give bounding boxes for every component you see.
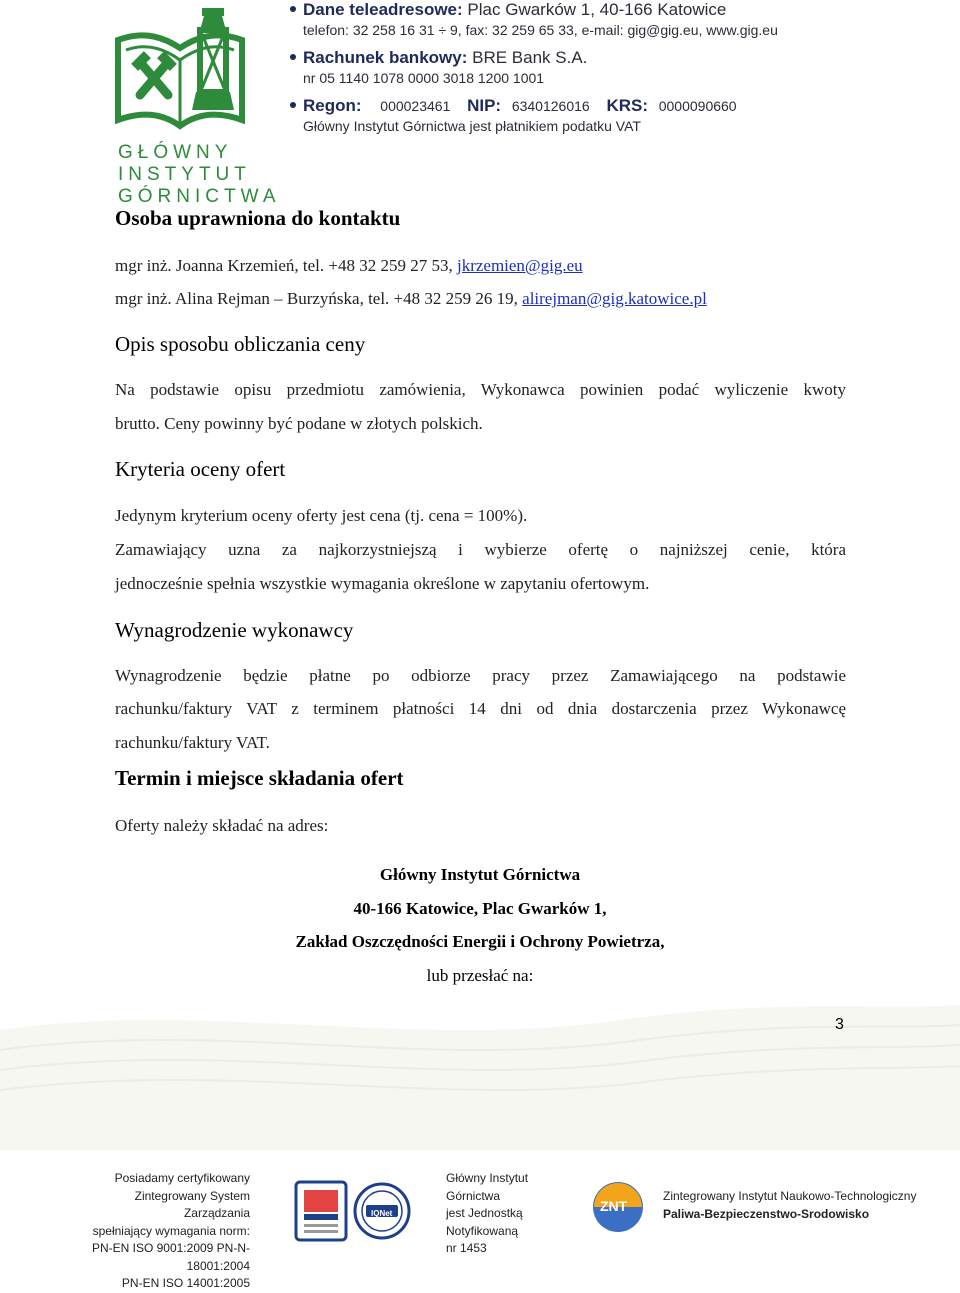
- deadline-heading: Termin i miejsce składania ofert: [115, 766, 404, 790]
- address-label: Dane teleadresowe:: [303, 0, 463, 19]
- iqnet-label: IQNet: [371, 1209, 393, 1218]
- notified-line-2: Górnictwa: [446, 1188, 501, 1203]
- bank-name: BRE Bank S.A.: [472, 48, 588, 67]
- contact-person-1: [115, 256, 583, 276]
- cert-line-5: PN-EN ISO 14001:2005: [121, 1276, 250, 1290]
- contact-heading: Osoba uprawniona do kontaktu: [115, 206, 401, 230]
- payment-line-3: rachunku/faktury VAT.: [115, 733, 270, 752]
- notified-line-5: nr 1453: [446, 1241, 487, 1255]
- page-number: 3: [835, 1016, 844, 1033]
- znt-line-1: Zintegrowany Instytut Naukowo-Technologiczny: [663, 1189, 917, 1203]
- criteria-line-1: Jedynym kryterium oceny oferty jest cena (tj. cena = 100%).: [115, 506, 528, 525]
- krs-value: 0000090660: [658, 98, 737, 114]
- deadline-address-line-2: 40-166 Katowice, Plac Gwarków 1,: [353, 899, 607, 918]
- logo-text-line1: GŁÓWNY: [118, 142, 233, 163]
- payment-line-1: Wynagrodzenie będzie płatne po odbiorze pracy przez Zamawiającego na podstawie: [115, 666, 846, 685]
- contact-person-2-text: mgr inż. Alina Rejman – Burzyńska, tel. +48 32 259 26 19,: [115, 289, 523, 308]
- header-address-line: [290, 0, 726, 20]
- cert-line-3: spełniający wymagania norm:: [92, 1223, 250, 1238]
- cert-line-1: Posiadamy certyfikowany: [114, 1171, 250, 1185]
- pricing-heading: Opis sposobu obliczania ceny: [115, 332, 366, 356]
- payment-line-2: rachunku/faktury VAT z terminem płatności 14 dni od dnia dostarczenia przez Wykonawcę: [115, 699, 846, 718]
- notified-line-1: Główny Instytut: [446, 1171, 529, 1185]
- contact-email-2-link[interactable]: alirejman@gig.katowice.pl: [522, 289, 707, 308]
- criteria-heading: Kryteria oceny ofert: [115, 457, 286, 481]
- notified-line-3: jest Jednostką: [446, 1206, 523, 1220]
- bank-account-number: nr 05 1140 1078 0000 3018 1200 1001: [303, 70, 545, 86]
- payment-heading: Wynagrodzenie wykonawcy: [115, 618, 354, 642]
- gig-logo: [110, 0, 281, 207]
- vat-note: Główny Instytut Górnictwa jest płatnikiem podatku VAT: [303, 118, 641, 134]
- bullet-icon: [290, 6, 296, 12]
- nip-label: NIP:: [467, 96, 502, 115]
- regon-value: 000023461: [380, 98, 451, 114]
- znt-line-2: Paliwa-Bezpieczenstwo-Srodowisko: [663, 1206, 870, 1221]
- znt-label: ZNT: [600, 1198, 628, 1214]
- header-contact-line: telefon: 32 258 16 31 ÷ 9, fax: 32 259 65 33, e-mail: gig@gig.eu, www.gig.eu: [303, 22, 778, 38]
- bank-label: Rachunek bankowy:: [303, 48, 468, 67]
- notified-line-4: Notyfikowaną: [446, 1223, 519, 1238]
- criteria-line-2: Zamawiający uzna za najkorzystniejszą i wybierze ofertę o najniższej cenie, która: [115, 540, 846, 559]
- pricing-line-2: brutto. Ceny powinny być podane w złotych polskich.: [115, 414, 483, 433]
- bullet-icon: [290, 102, 296, 108]
- footer-wave-decoration: [0, 990, 960, 1150]
- footer-certification: [70, 1170, 250, 1293]
- footer-znt: [663, 1188, 916, 1223]
- cert-line-2: Zintegrowany System Zarządzania: [134, 1188, 250, 1220]
- deadline-intro: Oferty należy składać na adres:: [115, 816, 329, 835]
- deadline-address-line-3: Zakład Oszczędności Energii i Ochrony Powietrza,: [295, 932, 665, 951]
- deadline-address-line-1: Główny Instytut Górnictwa: [379, 865, 581, 884]
- header-registry-line: [290, 96, 737, 116]
- nip-value: 6340126016: [511, 98, 590, 114]
- bullet-icon: [290, 54, 296, 60]
- regon-label: Regon:: [303, 96, 362, 115]
- contact-person-1-text: mgr inż. Joanna Krzemień, tel. +48 32 259 27 53,: [115, 256, 457, 275]
- footer-notified-body: [446, 1170, 528, 1258]
- certificate-badges-icon: [294, 1180, 414, 1242]
- contact-email-1-link[interactable]: jkrzemien@gig.eu: [456, 256, 583, 275]
- pricing-line-1: Na podstawie opisu przedmiotu zamówienia, Wykonawca powinien podać wyliczenie kwoty: [115, 380, 846, 399]
- criteria-line-3: jednocześnie spełnia wszystkie wymagania określone w zapytaniu ofertowym.: [115, 574, 650, 593]
- address-value: Plac Gwarków 1, 40-166 Katowice: [467, 0, 727, 19]
- logo-text-line3: GÓRNICTWA: [118, 186, 281, 207]
- logo-text-line2: INSTYTUT: [118, 164, 251, 185]
- contact-person-2: [115, 289, 707, 309]
- deadline-address-line-4: lub przesłać na:: [426, 966, 534, 985]
- header-bank-line: [290, 48, 587, 68]
- cert-line-4: PN-EN ISO 9001:2009 PN-N-18001:2004: [91, 1241, 250, 1273]
- krs-label: KRS:: [606, 96, 648, 115]
- gig-emblem-icon: [110, 0, 250, 150]
